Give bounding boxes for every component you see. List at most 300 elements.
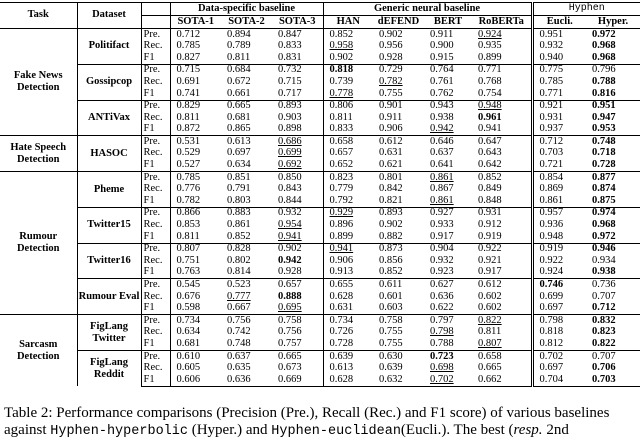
value-text: 0.601: [379, 290, 403, 302]
table-row: [0, 315, 640, 327]
value-cell: [586, 207, 640, 219]
value-cell: [586, 315, 640, 327]
value-text: 0.927: [430, 207, 454, 219]
value-cell: [323, 64, 373, 76]
value-cell: [272, 374, 323, 386]
value-text: 0.893: [278, 100, 302, 112]
value-cell: [586, 338, 640, 350]
value-text: 0.598: [176, 302, 201, 314]
value-cell: [424, 267, 472, 279]
value-text: 0.847: [278, 28, 302, 40]
value-cell: [170, 374, 221, 386]
value-cell: [472, 303, 532, 315]
value-text: 0.768: [478, 75, 502, 87]
value-cell: [221, 220, 272, 232]
value-cell: [373, 160, 424, 172]
value-cell: [323, 207, 373, 219]
value-text: 0.912: [478, 219, 502, 231]
value-text: 0.852: [227, 230, 251, 242]
value-text: 0.829: [176, 100, 201, 112]
value-text: 0.917: [478, 266, 502, 278]
value-text: 0.621: [379, 159, 403, 171]
value-text: 0.807: [176, 243, 201, 255]
value-cell: [532, 124, 586, 136]
value-text: 0.762: [430, 87, 454, 99]
value-cell: [323, 315, 373, 327]
value-cell: [323, 148, 373, 160]
value-text: 0.771: [478, 64, 502, 76]
value-text: 0.712: [176, 28, 201, 40]
value-text: 0.692: [278, 159, 302, 171]
value-text: 0.849: [478, 183, 502, 195]
value-text: 0.931: [478, 207, 502, 219]
value-cell: [373, 303, 424, 315]
value-cell: [323, 172, 373, 184]
value-cell: [221, 303, 272, 315]
value-cell: [373, 136, 424, 148]
value-text: 0.756: [278, 326, 302, 338]
value-cell: [323, 160, 373, 172]
value-cell: [586, 351, 640, 363]
value-text: 0.951: [592, 100, 616, 112]
value-cell: [373, 195, 424, 207]
value-text: 0.933: [430, 219, 454, 231]
dataset-name: Gossipcop: [77, 64, 141, 100]
value-cell: [424, 76, 472, 88]
metric-label: F1: [141, 303, 170, 315]
value-cell: [373, 184, 424, 196]
value-text: 0.686: [278, 135, 302, 147]
value-text: 0.697: [539, 302, 564, 314]
value-text: 0.697: [539, 362, 564, 374]
metric-label: Rec.: [141, 327, 170, 339]
value-cell: [272, 363, 323, 375]
value-cell: [472, 195, 532, 207]
value-cell: [532, 112, 586, 124]
value-cell: [221, 148, 272, 160]
value-text: 0.639: [379, 362, 403, 374]
value-text: 0.929: [329, 207, 354, 219]
value-cell: [586, 64, 640, 76]
value-text: 0.833: [329, 123, 354, 135]
value-text: 0.631: [329, 302, 354, 314]
value-text: 0.707: [592, 290, 616, 302]
value-cell: [373, 279, 424, 291]
value-cell: [472, 64, 532, 76]
value-cell: [586, 76, 640, 88]
value-text: 0.527: [176, 159, 201, 171]
value-text: 0.775: [539, 64, 564, 76]
value-cell: [472, 76, 532, 88]
metric-label: Rec.: [141, 76, 170, 88]
value-text: 0.861: [539, 194, 564, 206]
value-text: 0.906: [379, 123, 403, 135]
table-row: [0, 136, 640, 148]
value-text: 0.622: [430, 302, 454, 314]
header-col-eucli: Eucli.: [532, 16, 586, 29]
value-text: 0.943: [430, 100, 454, 112]
value-text: 0.853: [176, 219, 201, 231]
value-cell: [221, 136, 272, 148]
value-text: 0.798: [539, 314, 564, 326]
value-text: 0.603: [379, 302, 403, 314]
metric-label: F1: [141, 52, 170, 64]
value-cell: [221, 363, 272, 375]
value-text: 0.676: [176, 290, 201, 302]
value-text: 0.848: [478, 194, 502, 206]
value-cell: [373, 29, 424, 41]
value-cell: [272, 255, 323, 267]
value-cell: [323, 267, 373, 279]
value-text: 0.785: [176, 40, 201, 52]
value-cell: [323, 29, 373, 41]
value-cell: [424, 351, 472, 363]
value-cell: [170, 220, 221, 232]
value-text: 0.899: [478, 51, 502, 63]
value-cell: [373, 338, 424, 350]
value-cell: [586, 41, 640, 53]
value-text: 0.636: [227, 373, 251, 385]
value-text: 0.732: [278, 64, 302, 76]
value-cell: [323, 88, 373, 100]
metric-label: F1: [141, 374, 170, 386]
value-text: 0.702: [430, 373, 454, 385]
value-cell: [272, 267, 323, 279]
value-cell: [221, 315, 272, 327]
value-text: 0.932: [430, 254, 454, 266]
value-cell: [272, 279, 323, 291]
value-cell: [323, 303, 373, 315]
value-cell: [532, 160, 586, 172]
value-text: 0.844: [278, 194, 302, 206]
table-caption: [4, 405, 638, 440]
value-text: 0.961: [478, 111, 502, 123]
value-text: 0.931: [539, 111, 564, 123]
value-text: 0.706: [592, 362, 616, 374]
value-text: 0.922: [539, 254, 564, 266]
value-text: 0.788: [430, 337, 454, 349]
value-text: 0.901: [379, 100, 403, 112]
value-text: 0.684: [227, 64, 251, 76]
value-text: 0.785: [539, 75, 564, 87]
value-text: 0.954: [278, 219, 302, 231]
value-cell: [221, 88, 272, 100]
value-text: 0.665: [278, 350, 302, 362]
value-cell: [272, 195, 323, 207]
value-text: 0.906: [329, 254, 354, 266]
value-cell: [373, 231, 424, 243]
value-text: 0.739: [329, 75, 354, 87]
value-text: 0.704: [539, 373, 564, 385]
value-text: 0.940: [539, 51, 564, 63]
value-cell: [472, 207, 532, 219]
table-row: [0, 279, 640, 291]
value-text: 0.861: [430, 194, 454, 206]
value-cell: [272, 148, 323, 160]
value-text: 0.782: [176, 194, 201, 206]
value-text: 0.734: [329, 314, 354, 326]
value-text: 0.898: [278, 123, 302, 135]
caption-text-3: (Hyper.) and: [191, 421, 268, 438]
value-text: 0.523: [227, 279, 251, 291]
value-text: 0.894: [227, 28, 251, 40]
value-cell: [532, 231, 586, 243]
value-text: 0.797: [430, 314, 454, 326]
value-text: 0.882: [379, 230, 403, 242]
value-cell: [272, 172, 323, 184]
value-cell: [272, 231, 323, 243]
value-cell: [424, 220, 472, 232]
value-cell: [272, 220, 323, 232]
value-cell: [424, 41, 472, 53]
value-cell: [472, 220, 532, 232]
metric-label: Pre.: [141, 243, 170, 255]
value-cell: [472, 148, 532, 160]
header-dataset: Dataset: [77, 3, 141, 29]
value-text: 0.531: [176, 135, 201, 147]
value-cell: [532, 363, 586, 375]
table-row: [0, 64, 640, 76]
value-text: 0.938: [430, 111, 454, 123]
value-text: 0.928: [278, 266, 302, 278]
value-cell: [373, 64, 424, 76]
value-text: 0.902: [278, 243, 302, 255]
value-text: 0.942: [278, 254, 302, 266]
value-text: 0.856: [379, 254, 403, 266]
value-text: 0.681: [227, 111, 251, 123]
value-cell: [170, 351, 221, 363]
value-cell: [586, 303, 640, 315]
value-cell: [373, 220, 424, 232]
value-cell: [272, 338, 323, 350]
metric-label: Rec.: [141, 255, 170, 267]
value-cell: [586, 327, 640, 339]
value-text: 0.861: [227, 219, 251, 231]
metric-label: Rec.: [141, 184, 170, 196]
value-text: 0.932: [539, 40, 564, 52]
value-text: 0.866: [176, 207, 201, 219]
value-cell: [170, 172, 221, 184]
value-cell: [323, 112, 373, 124]
value-text: 0.639: [329, 350, 354, 362]
value-cell: [424, 291, 472, 303]
value-cell: [424, 124, 472, 136]
table-row: [0, 172, 640, 184]
value-text: 0.915: [430, 51, 454, 63]
value-cell: [532, 184, 586, 196]
value-text: 0.922: [478, 243, 502, 255]
value-text: 0.712: [592, 302, 616, 314]
value-cell: [472, 88, 532, 100]
value-cell: [586, 231, 640, 243]
value-text: 0.602: [478, 302, 502, 314]
metric-label: F1: [141, 267, 170, 279]
value-cell: [472, 112, 532, 124]
value-cell: [221, 76, 272, 88]
value-cell: [323, 279, 373, 291]
metric-label: Pre.: [141, 279, 170, 291]
value-text: 0.634: [227, 159, 251, 171]
value-cell: [221, 374, 272, 386]
dataset-name: Twitter15: [77, 207, 141, 243]
value-text: 0.665: [227, 100, 251, 112]
value-text: 0.796: [592, 64, 616, 76]
value-cell: [532, 207, 586, 219]
value-cell: [532, 255, 586, 267]
value-cell: [221, 243, 272, 255]
value-text: 0.763: [176, 266, 201, 278]
value-text: 0.811: [227, 51, 251, 63]
value-text: 0.754: [478, 87, 502, 99]
value-text: 0.697: [227, 147, 251, 159]
value-text: 0.821: [379, 194, 403, 206]
value-text: 0.777: [227, 290, 251, 302]
value-text: 0.602: [478, 290, 502, 302]
value-text: 0.703: [592, 373, 616, 385]
value-cell: [532, 64, 586, 76]
value-cell: [221, 327, 272, 339]
value-cell: [221, 338, 272, 350]
metric-label: F1: [141, 124, 170, 136]
value-text: 0.803: [227, 194, 251, 206]
value-cell: [586, 220, 640, 232]
value-text: 0.613: [329, 362, 354, 374]
header-col-sota-1: SOTA-1: [170, 16, 221, 29]
value-cell: [221, 124, 272, 136]
value-text: 0.673: [278, 362, 302, 374]
value-text: 0.801: [379, 171, 403, 183]
value-cell: [170, 279, 221, 291]
value-cell: [586, 255, 640, 267]
metric-label: F1: [141, 231, 170, 243]
value-cell: [424, 52, 472, 64]
value-text: 0.729: [379, 64, 403, 76]
value-cell: [272, 112, 323, 124]
value-text: 0.529: [176, 147, 201, 159]
value-text: 0.874: [592, 183, 616, 195]
value-cell: [272, 315, 323, 327]
value-text: 0.911: [430, 28, 454, 40]
dataset-name: Pheme: [77, 172, 141, 208]
value-cell: [586, 112, 640, 124]
metric-label: F1: [141, 160, 170, 172]
value-text: 0.657: [278, 279, 302, 291]
value-text: 0.872: [176, 123, 201, 135]
value-text: 0.635: [227, 362, 251, 374]
value-cell: [272, 76, 323, 88]
value-text: 0.746: [539, 279, 564, 291]
value-cell: [586, 136, 640, 148]
value-text: 0.612: [478, 279, 502, 291]
metric-label: Rec.: [141, 220, 170, 232]
value-cell: [532, 220, 586, 232]
value-cell: [586, 291, 640, 303]
value-text: 0.647: [478, 135, 502, 147]
task-name: Sarcasm Detection: [0, 315, 77, 387]
value-text: 0.715: [278, 75, 302, 87]
value-text: 0.699: [278, 147, 302, 159]
value-cell: [221, 112, 272, 124]
value-text: 0.643: [478, 147, 502, 159]
value-text: 0.806: [329, 100, 354, 112]
value-cell: [586, 100, 640, 112]
value-text: 0.751: [176, 254, 201, 266]
value-cell: [532, 327, 586, 339]
metric-label: Pre.: [141, 172, 170, 184]
value-cell: [532, 338, 586, 350]
dataset-name: FigLang Reddit: [77, 351, 141, 387]
value-cell: [472, 279, 532, 291]
value-text: 0.822: [592, 337, 616, 349]
caption-text-2: against: [4, 421, 47, 438]
value-cell: [472, 172, 532, 184]
value-cell: [272, 184, 323, 196]
value-cell: [532, 136, 586, 148]
header-col-sota-3: SOTA-3: [272, 16, 323, 29]
value-cell: [586, 184, 640, 196]
value-cell: [221, 160, 272, 172]
value-text: 0.698: [430, 362, 454, 374]
value-text: 0.662: [478, 373, 502, 385]
value-text: 0.703: [539, 147, 564, 159]
value-cell: [323, 231, 373, 243]
header-col-sota-2: SOTA-2: [221, 16, 272, 29]
value-text: 0.924: [539, 266, 564, 278]
value-text: 0.771: [539, 87, 564, 99]
dataset-name: ANTiVax: [77, 100, 141, 136]
value-cell: [424, 29, 472, 41]
value-text: 0.631: [379, 147, 403, 159]
value-text: 0.637: [430, 147, 454, 159]
value-text: 0.936: [539, 219, 564, 231]
value-text: 0.953: [592, 123, 616, 135]
metric-label: Pre.: [141, 315, 170, 327]
value-text: 0.658: [329, 135, 354, 147]
value-cell: [170, 207, 221, 219]
value-cell: [586, 148, 640, 160]
value-text: 0.672: [227, 75, 251, 87]
value-cell: [272, 124, 323, 136]
caption-eucl-name: Hyphen-euclidean: [271, 423, 401, 439]
caption-hyper-name: Hyphen-hyperbolic: [50, 423, 188, 439]
value-text: 0.888: [278, 290, 302, 302]
value-cell: [472, 363, 532, 375]
dataset-name: Politifact: [77, 29, 141, 65]
value-text: 0.822: [478, 314, 502, 326]
header-group-sota: Data-specific baseline: [170, 3, 323, 16]
value-cell: [532, 195, 586, 207]
value-cell: [424, 184, 472, 196]
value-cell: [323, 327, 373, 339]
value-cell: [221, 41, 272, 53]
value-text: 0.756: [227, 314, 251, 326]
value-text: 0.613: [227, 135, 251, 147]
value-cell: [373, 351, 424, 363]
value-text: 0.612: [379, 135, 403, 147]
value-cell: [532, 351, 586, 363]
value-cell: [424, 148, 472, 160]
value-cell: [272, 41, 323, 53]
results-table-container: [0, 2, 640, 387]
value-text: 0.877: [592, 171, 616, 183]
value-cell: [170, 112, 221, 124]
value-text: 0.669: [278, 373, 302, 385]
value-cell: [532, 291, 586, 303]
value-cell: [170, 243, 221, 255]
value-text: 0.811: [478, 326, 502, 338]
value-cell: [323, 41, 373, 53]
value-text: 0.941: [329, 243, 354, 255]
